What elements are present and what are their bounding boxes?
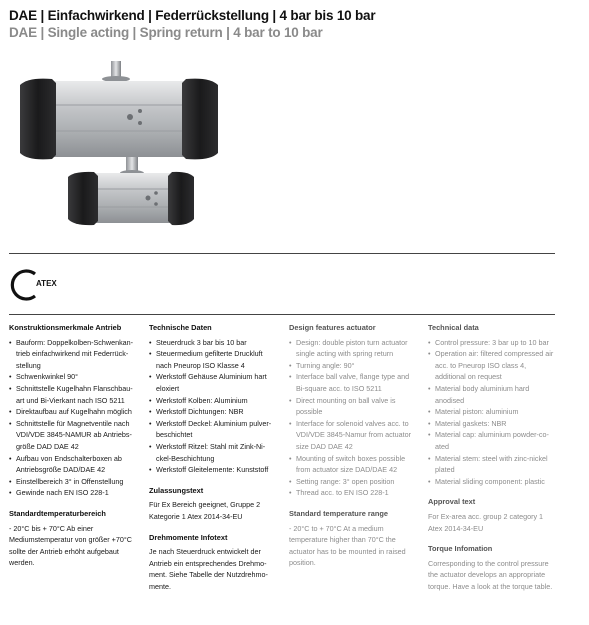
list-item: • Steuerdruck 3 bar bis 10 bar	[149, 337, 277, 349]
text-temperature: - 20°C bis + 70°C Ab einer Mediumstemperatur von größer +70°C sollte der Antrieb erhöht aufgebaut werden.	[9, 523, 132, 568]
title-german: DAE | Einfachwirkend | Federrückstellung | 4 bar bis 10 bar	[9, 8, 376, 23]
list-item: • Design: double piston turn actuator single acting with spring return	[289, 337, 417, 360]
list-item: • Material stem: steel with zinc-nickel plated	[428, 453, 558, 476]
heading-standard-temperature: Standard temperature range	[289, 508, 388, 518]
heading-construction: Konstruktionsmerkmale Antrieb	[9, 323, 122, 332]
list-design	[289, 337, 417, 499]
title-english: DAE | Single acting | Spring return | 4 bar to 10 bar	[9, 25, 323, 40]
list-item: • Material sliding component: plastic	[428, 476, 558, 488]
actuator-product-image	[10, 55, 250, 245]
list-item: • Gewinde nach EN ISO 228-1	[9, 487, 137, 499]
list-item: • Einstellbereich 3° in Offenstellung	[9, 476, 137, 488]
list-item: • Werkstoff Gleitelemente: Kunststoff	[149, 464, 277, 476]
list-item: • Operation air: filtered compressed air acc. to Pneurop ISO class 4, additional on request	[428, 348, 558, 383]
list-item: • Direktaufbau auf Kugelhahn möglich	[9, 406, 137, 418]
heading-design: Design features actuator	[289, 323, 376, 332]
list-construction	[9, 337, 137, 499]
list-item: • Thread acc. to EN ISO 228-1	[289, 487, 417, 499]
column-construction-de	[9, 322, 137, 569]
column-technical-de	[149, 322, 277, 592]
list-item: • Bauform: Doppelkolben-Schwenkantrieb einfachwirkend mit Federrückstellung	[9, 337, 137, 372]
list-item: • Werkstoff Ritzel: Stahl mit Zink-Nickel-Beschichtung	[149, 441, 277, 464]
text-approval-en: For Ex-area acc. group 2 category 1 Atex 2014-34-EU	[428, 511, 544, 533]
column-technical-en	[428, 322, 558, 592]
heading-approval-text: Approval text	[428, 497, 476, 507]
list-item: • Werkstoff Deckel: Aluminium pulverbeschichtet	[149, 418, 277, 441]
list-technical-data	[428, 337, 558, 488]
list-item: • Material piston: aluminium	[428, 406, 558, 418]
text-torque-en: Corresponding to the control pressure the actuator develops an appropriate torque. Have a look at the torque table.	[428, 558, 553, 591]
list-item: • Werkstoff Gehäuse Aluminium hart eloxiert	[149, 371, 277, 394]
list-item: • Setting range: 3° open position	[289, 476, 417, 488]
list-item: • Schnittstelle für Magnetventile nach VDI/VDE 3845-NAMUR ab Antriebsgröße DAD DAE 42	[9, 418, 137, 453]
list-item: • Werkstoff Kolben: Aluminium	[149, 395, 277, 407]
list-item: • Werkstoff Dichtungen: NBR	[149, 406, 277, 418]
text-torque: Je nach Steuerdruck entwickelt der Antrieb ein entsprechendes Drehmoment. Siehe Tabelle der Nutzdrehmomente.	[149, 547, 268, 591]
heading-approval: Zulassungstext	[149, 485, 204, 495]
text-standard-temperature: - 20°C to + 70°C At a medium temperature higher than 70°C the actuator has to be mounted in raised position.	[289, 523, 406, 568]
divider-middle	[9, 314, 555, 315]
heading-technical: Technische Daten	[149, 323, 212, 332]
list-item: • Material body aluminium hard anodised	[428, 383, 558, 406]
list-item: • Steuermedium gefilterte Druckluft nach Pneurop ISO Klasse 4	[149, 348, 277, 371]
list-item: • Material cap: aluminium powder-coated	[428, 429, 558, 452]
text-approval: Für Ex Bereich geeignet, Gruppe 2 Kategorie 1 Atex 2014-34-EU	[149, 500, 261, 521]
list-item: • Schwenkwinkel 90°	[9, 371, 137, 383]
list-technical	[149, 337, 277, 476]
list-item: • Interface for solenoid valves acc. to VDI/VDE 3845-Namur from actuator size DAD DAE 42	[289, 418, 417, 453]
column-design-en	[289, 322, 417, 569]
heading-technical-data: Technical data	[428, 323, 479, 332]
list-item: • Material gaskets: NBR	[428, 418, 558, 430]
list-item: • Aufbau von Endschalterboxen ab Antriebsgröße DAD/DAE 42	[9, 453, 137, 476]
list-item: • Mounting of switch boxes possible from actuator size DAD/DAE 42	[289, 453, 417, 476]
heading-torque: Drehmomente Infotext	[149, 532, 228, 542]
divider-top	[9, 253, 555, 254]
list-item: • Schnittstelle Kugelhahn Flanschbauart und Bi-Vierkant nach ISO 5211	[9, 383, 137, 406]
list-item: • Direct mounting on ball valve is possible	[289, 395, 417, 418]
list-item: • Interface ball valve, flange type and Bi-square acc. to ISO 5211	[289, 371, 417, 394]
list-item: • Control pressure: 3 bar up to 10 bar	[428, 337, 558, 349]
heading-temperature: Standardtemperaturbereich	[9, 508, 106, 518]
list-item: • Turning angle: 90°	[289, 360, 417, 372]
heading-torque-information: Torque Infomation	[428, 544, 493, 554]
atex-logo-text: ATEX	[36, 279, 57, 288]
